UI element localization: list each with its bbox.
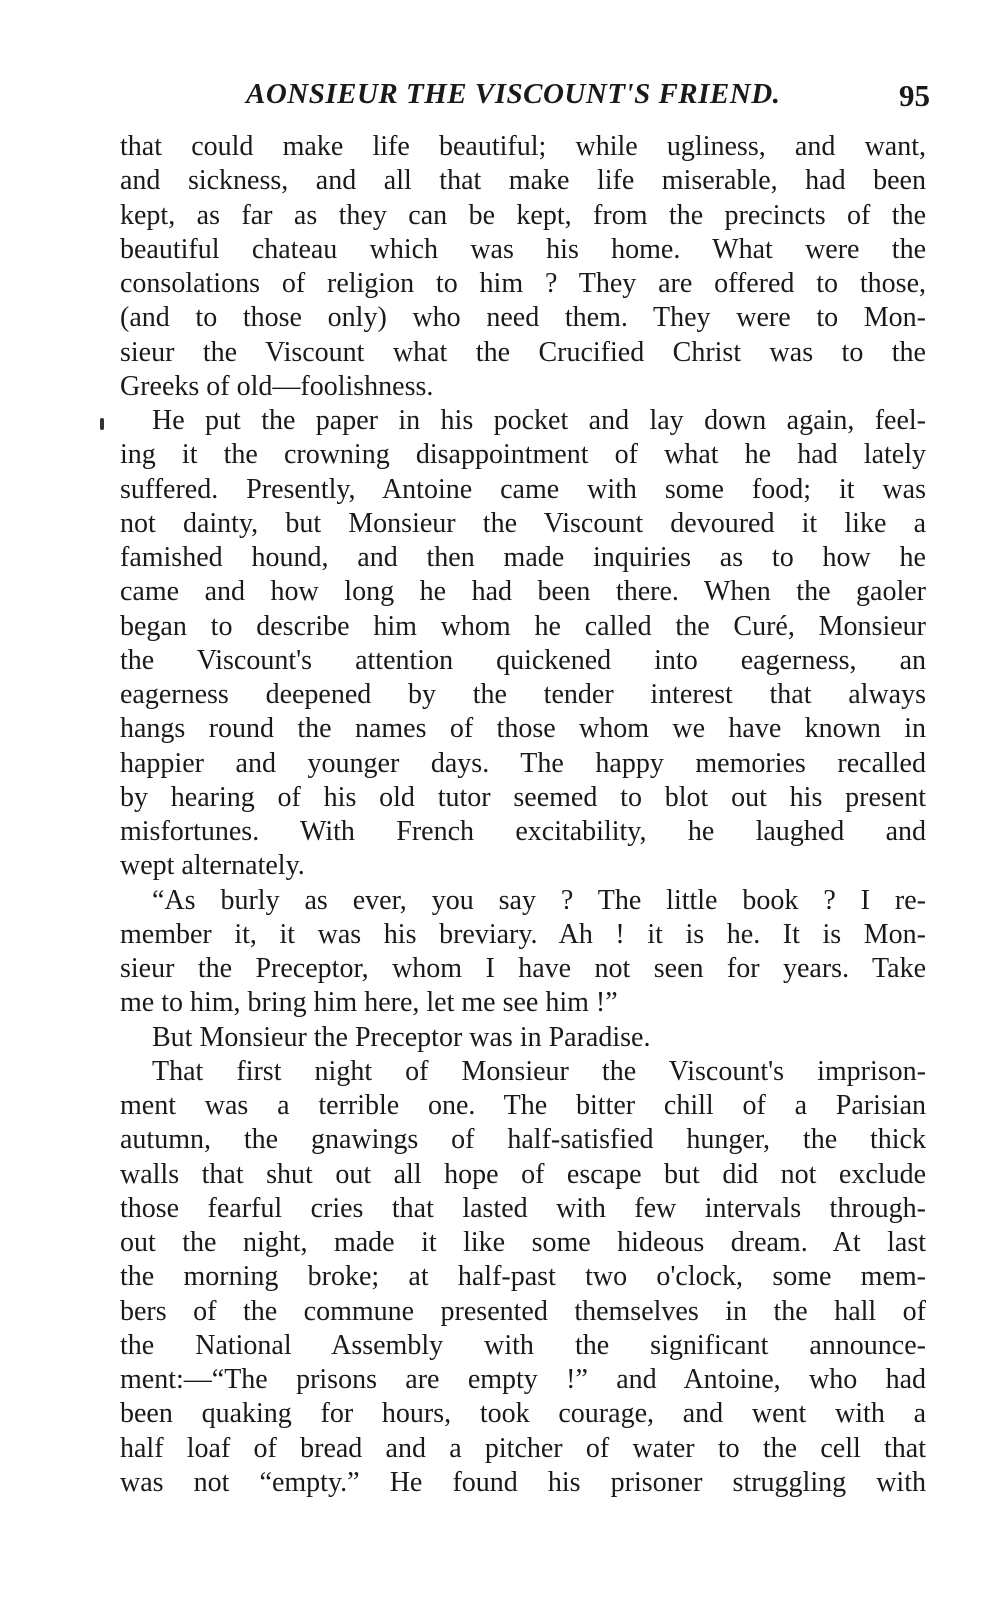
text-line: began to describe him whom he called the Curé, Monsieur (120, 610, 926, 642)
text-line: “As burly as ever, you say ? The little book ? I re- (152, 884, 926, 916)
text-line: suffered. Presently, Antoine came with some food; it was (120, 473, 926, 505)
text-line: hangs round the names of those whom we have known in (120, 713, 926, 745)
text-line: was not “empty.” He found his prisoner struggling with (120, 1466, 926, 1498)
text-line: wept alternately. (120, 850, 305, 882)
text-line: me to him, bring him here, let me see him !” (120, 987, 618, 1019)
text-line: ment was a terrible one. The bitter chill of a Parisian (120, 1090, 926, 1121)
text-line: the Viscount's attention quickened into eagerness, an (120, 644, 926, 676)
text-line: beautiful chateau which was his home. What were the (120, 233, 926, 265)
running-title: AONSIEUR THE VISCOUNT'S FRIEND. (246, 78, 781, 110)
text-line: that could make life beautiful; while ugliness, and want, (120, 131, 926, 162)
text-line: walls that shut out all hope of escape but did not exclude (120, 1158, 926, 1190)
text-line: eagerness deepened by the tender interest that always (120, 679, 926, 710)
text-line: ing it the crowning disappointment of what he had lately (120, 439, 926, 471)
text-line: half loaf of bread and a pitcher of water to the cell that (120, 1432, 926, 1464)
text-line: He put the paper in his pocket and lay down again, feel- (152, 405, 926, 436)
text-line: But Monsieur the Preceptor was in Paradise. (152, 1021, 651, 1053)
text-line: misfortunes. With French excitability, he laughed and (120, 816, 926, 847)
text-line: out the night, made it like some hideous dream. At last (120, 1227, 926, 1258)
text-line: sieur the Viscount what the Crucified Christ was to the (120, 336, 926, 368)
text-line: consolations of religion to him ? They are offered to those, (120, 268, 926, 299)
text-line: not dainty, but Monsieur the Viscount devoured it like a (120, 507, 926, 539)
text-line: sieur the Preceptor, whom I have not seen for years. Take (120, 953, 926, 984)
text-line: autumn, the gnawings of half-satisfied hunger, the thick (120, 1124, 926, 1156)
text-line: the morning broke; at half-past two o'clock, some mem- (120, 1261, 926, 1293)
text-line: bers of the commune presented themselves in the hall of (120, 1295, 926, 1327)
text-line: Greeks of old—foolishness. (120, 370, 434, 402)
text-line: those fearful cries that lasted with few intervals through- (120, 1192, 926, 1224)
page-number: 95 (899, 78, 930, 113)
text-line: member it, it was his breviary. Ah ! it is he. It is Mon- (120, 918, 926, 950)
text-line: (and to those only) who need them. They were to Mon- (120, 302, 926, 334)
text-line: That first night of Monsieur the Viscount's imprison- (152, 1055, 926, 1087)
text-line: kept, as far as they can be kept, from the precincts of the (120, 199, 926, 231)
body-text (120, 130, 926, 1500)
text-line: ment:—“The prisons are empty !” and Antoine, who had (120, 1364, 926, 1395)
text-line: and sickness, and all that make life miserable, had been (120, 165, 926, 197)
text-line: happier and younger days. The happy memories recalled (120, 747, 926, 779)
running-head (120, 78, 930, 118)
text-line: been quaking for hours, took courage, and went with a (120, 1398, 926, 1430)
text-line: by hearing of his old tutor seemed to blot out his present (120, 781, 926, 813)
text-line: came and how long he had been there. When the gaoler (120, 576, 926, 608)
text-line: the National Assembly with the significant announce- (120, 1329, 926, 1361)
print-speck (100, 418, 104, 430)
text-line: famished hound, and then made inquiries as to how he (120, 542, 926, 573)
